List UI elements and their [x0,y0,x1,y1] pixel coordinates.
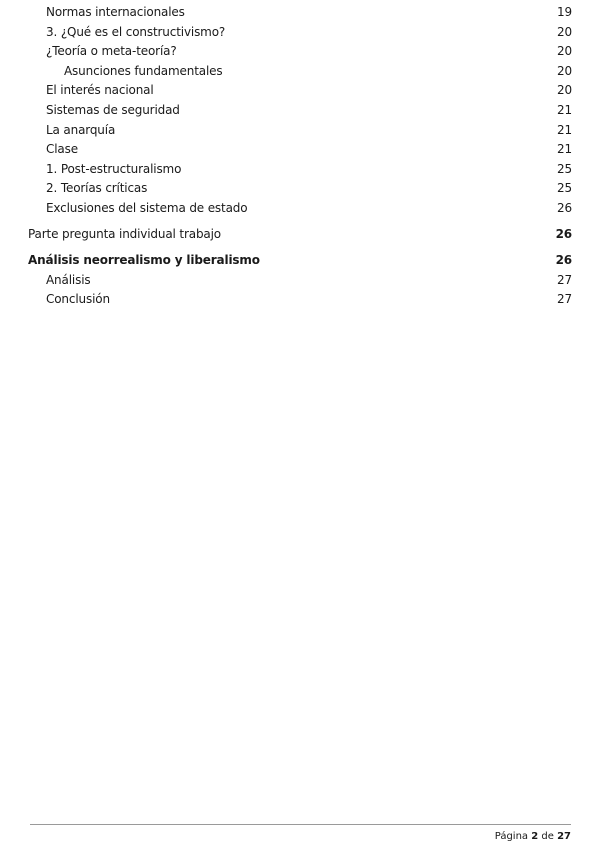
toc-entry-page-number: 20 [557,24,572,39]
toc-entry[interactable] [28,251,572,271]
toc-entry-page-number: 26 [555,253,572,268]
toc-entry[interactable] [28,3,572,23]
toc-entry-page-number: 20 [557,63,572,78]
toc-entry-page-number: 21 [557,142,572,157]
toc-entry-page-number: 21 [557,122,572,137]
current-page-number: 2 [531,831,539,842]
page-label: Página [494,831,529,842]
toc-entry-title: 3. ¿Qué es el constructivismo? [46,24,226,39]
toc-entry-page-number: 21 [557,102,572,117]
toc-entry-title: Análisis neorrealismo y liberalismo [28,253,260,268]
toc-entry-page-number: 19 [557,5,572,19]
toc-entry[interactable] [28,62,572,82]
toc-entry-title: Exclusiones del sistema de estado [46,200,248,215]
toc-entry-title: 1. Post-estructuralismo [46,161,182,176]
toc-entry-title: ¿Teoría o meta-teoría? [46,44,177,59]
toc-entry-page-number: 20 [557,44,572,59]
toc-entry-page-number: 26 [557,200,572,215]
toc-entry[interactable] [28,179,572,199]
toc-entry[interactable] [28,140,572,160]
page-separator: de [541,831,554,842]
toc-entry[interactable] [28,225,572,245]
toc-entry[interactable] [28,199,572,219]
toc-entry-page-number: 27 [557,272,572,287]
toc-entry[interactable] [28,42,572,62]
toc-entry[interactable] [28,290,572,310]
toc-entry-title: Sistemas de seguridad [46,102,180,117]
footer-divider [30,824,571,825]
page-number-footer [495,830,571,844]
toc-entry-page-number: 25 [557,161,572,176]
toc-entry-title: Normas internacionales [46,5,185,19]
toc-entry-page-number: 27 [557,292,572,307]
toc-entry[interactable] [28,160,572,180]
toc-entry-page-number: 25 [557,181,572,196]
toc-entry-title: El interés nacional [46,83,154,98]
toc-entry-title: 2. Teorías críticas [46,181,148,196]
table-of-contents [28,3,572,310]
total-pages-number: 27 [557,831,571,842]
toc-entry-title: Parte pregunta individual trabajo [28,227,221,242]
toc-entry[interactable] [28,23,572,43]
toc-entry-title: La anarquía [46,122,116,137]
toc-entry[interactable] [28,271,572,291]
toc-entry-title: Análisis [46,272,91,287]
toc-entry-page-number: 20 [557,83,572,98]
toc-entry[interactable] [28,81,572,101]
toc-entry-title: Conclusión [46,292,110,307]
toc-entry[interactable] [28,101,572,121]
toc-entry-title: Clase [46,142,78,157]
toc-entry-page-number: 26 [555,227,572,242]
toc-entry-title: Asunciones fundamentales [64,63,223,78]
toc-entry[interactable] [28,121,572,141]
